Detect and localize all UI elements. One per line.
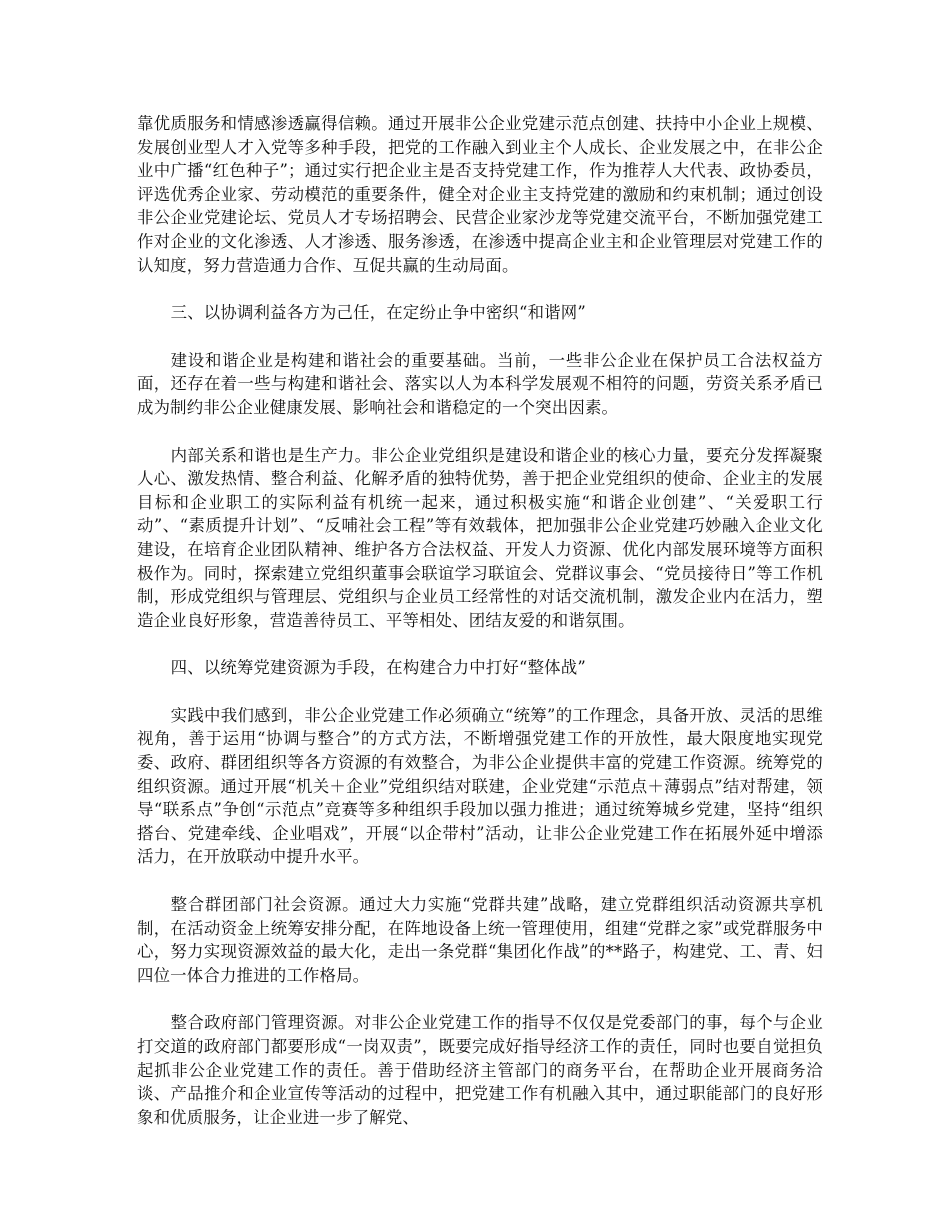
paragraph-government-resources: 整合政府部门管理资源。对非公企业党建工作的指导不仅仅是党委部门的事，每个与企业打交道的政府部门都要形成“一岗双责”，既要完成好指导经济工作的责任，同时也要自觉担负起抓非公企业党建工作的责任。善于借助经济主管部门的商务平台，在帮助企业开展商务洽谈、产品推介和企业宣传等活动的过程中，把党建工作有机融入其中，通过职能部门的良好形象和优质服务，让企业进一步了解党、 [137,1013,823,1127]
paragraph-continued: 靠优质服务和情感渗透赢得信赖。通过开展非公企业党建示范点创建、扶持中小企业上规模、发展创业型人才入党等多种手段，把党的工作融入到业主个人成长、企业发展之中，在非公企业中广播“红色种子”；通过实行把企业主是否支持党建工作，作为推荐人大代表、政协委员，评选优秀企业家、劳动模范的重要条件，健全对企业主支持党建的激励和约束机制；通过创设非公企业党建论坛、党员人才专场招聘会、民营企业家沙龙等党建交流平台，不断加强党建工作对企业的文化渗透、人才渗透、服务渗透，在渗透中提高企业主和企业管理层对党建工作的认知度，努力营造通力合作、互促共赢的生动局面。 [137,114,823,275]
paragraph-internal-relations: 内部关系和谐也是生产力。非公企业党组织是建设和谐企业的核心力量，要充分发挥凝聚人心、激发热情、整合利益、化解矛盾的独特优势，善于把企业党组织的使命、企业主的发展目标和企业职工的实际利益有机统一起来，通过积极实施“和谐企业创建”、“关爱职工行动”、“素质提升计划”、“反哺社会工程”等有效载体，把加强非公企业党建巧妙融入企业文化建设，在培育企业团队精神、维护各方合法权益、开发人力资源、优化内部发展环境等方面积极作为。同时，探索建立党组织董事会联谊学习联谊会、党群议事会、“党员接待日”等工作机制，形成党组织与管理层、党组织与企业员工经常性的对话交流机制，激发企业内在活力，塑造企业良好形象，营造善待员工、平等相处、团结友爱的和谐氛围。 [137,445,823,630]
paragraph-harmonious-enterprise: 建设和谐企业是构建和谐社会的重要基础。当前，一些非公企业在保护员工合法权益方面，还存在着一些与构建和谐社会、落实以人为本科学发展观不相符的问题，劳资关系矛盾已成为制约非公企业健康发展、影响社会和谐稳定的一个突出因素。 [137,350,823,417]
document-body [137,112,823,1153]
section-heading-3: 三、以协调利益各方为己任，在定纷止争中密织“和谐网” [170,303,586,323]
section-heading-4: 四、以统筹党建资源为手段，在构建合力中打好“整体战” [170,658,586,678]
paragraph-practice: 实践中我们感到，非公企业党建工作必须确立“统筹”的工作理念，具备开放、灵活的思维视角，善于运用“协调与整合”的方式方法，不断增强党建工作的开放性，最大限度地实现党委、政府、群团组织等各方资源的有效整合，为非公企业提供丰富的党建工作资源。统筹党的组织资源。通过开展“机关＋企业”党组织结对联建，企业党建“示范点＋薄弱点”结对帮建，领导“联系点”争创“示范点”竞赛等多种组织手段加以强力推进；通过统筹城乡党建，坚持“组织搭台、党建牵线、企业唱戏”，开展“以企带村”活动，让非公企业党建工作在拓展外延中增添活力，在开放联动中提升水平。 [137,705,823,867]
paragraph-mass-organizations: 整合群团部门社会资源。通过大力实施“党群共建”战略，建立党群组织活动资源共享机制，在活动资金上统筹安排分配，在阵地设备上统一管理使用，组建“党群之家”或党群服务中心，努力实现资源效益的最大化，走出一条党群“集团化作战”的**路子，构建党、工、青、妇四位一体合力推进的工作格局。 [137,895,823,985]
